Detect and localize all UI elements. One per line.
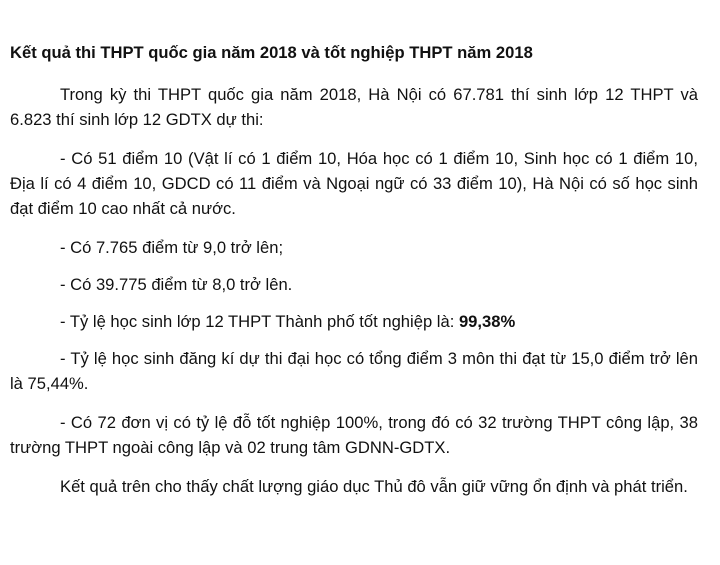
paragraph-units: - Có 72 đơn vị có tỷ lệ đỗ tốt nghiệp 100%, trong đó có 32 trường THPT công lập, 38 trường THPT ngoài công lập và 02 trung tâm GDNN-GDTX.: [10, 413, 698, 457]
graduation-rate-value: 99,38%: [458, 312, 516, 331]
paragraph-scores-9: - Có 7.765 điểm từ 9,0 trở lên;: [60, 238, 284, 257]
paragraph-conclusion: Kết quả trên cho thấy chất lượng giáo dục Thủ đô vẫn giữ vững ổn định và phát triển.: [60, 477, 688, 496]
document-title: Kết quả thi THPT quốc gia năm 2018 và tốt nghiệp THPT năm 2018: [10, 43, 533, 62]
graduation-rate-label: - Tỷ lệ học sinh lớp 12 THPT Thành phố tốt nghiệp là:: [60, 312, 459, 331]
paragraph-perfect-scores: - Có 51 điểm 10 (Vật lí có 1 điểm 10, Hóa học có 1 điểm 10, Sinh học có 1 điểm 10, Địa lí có 4 điểm 10, GDCD có 11 điểm và Ngoại ngữ có 33 điểm 10), Hà Nội có số học sinh đạt điểm 10 cao nhất cả nước.: [10, 149, 698, 218]
paragraph-university-rate: - Tỷ lệ học sinh đăng kí dự thi đại học có tổng điểm 3 môn thi đạt từ 15,0 điểm trở lên là 75,44%.: [10, 349, 698, 393]
paragraph-graduation-rate: [10, 309, 698, 334]
paragraph-intro: Trong kỳ thi THPT quốc gia năm 2018, Hà Nội có 67.781 thí sinh lớp 12 THPT và 6.823 thí sinh lớp 12 GDTX dự thi:: [10, 85, 698, 129]
paragraph-scores-8: - Có 39.775 điểm từ 8,0 trở lên.: [60, 275, 293, 294]
